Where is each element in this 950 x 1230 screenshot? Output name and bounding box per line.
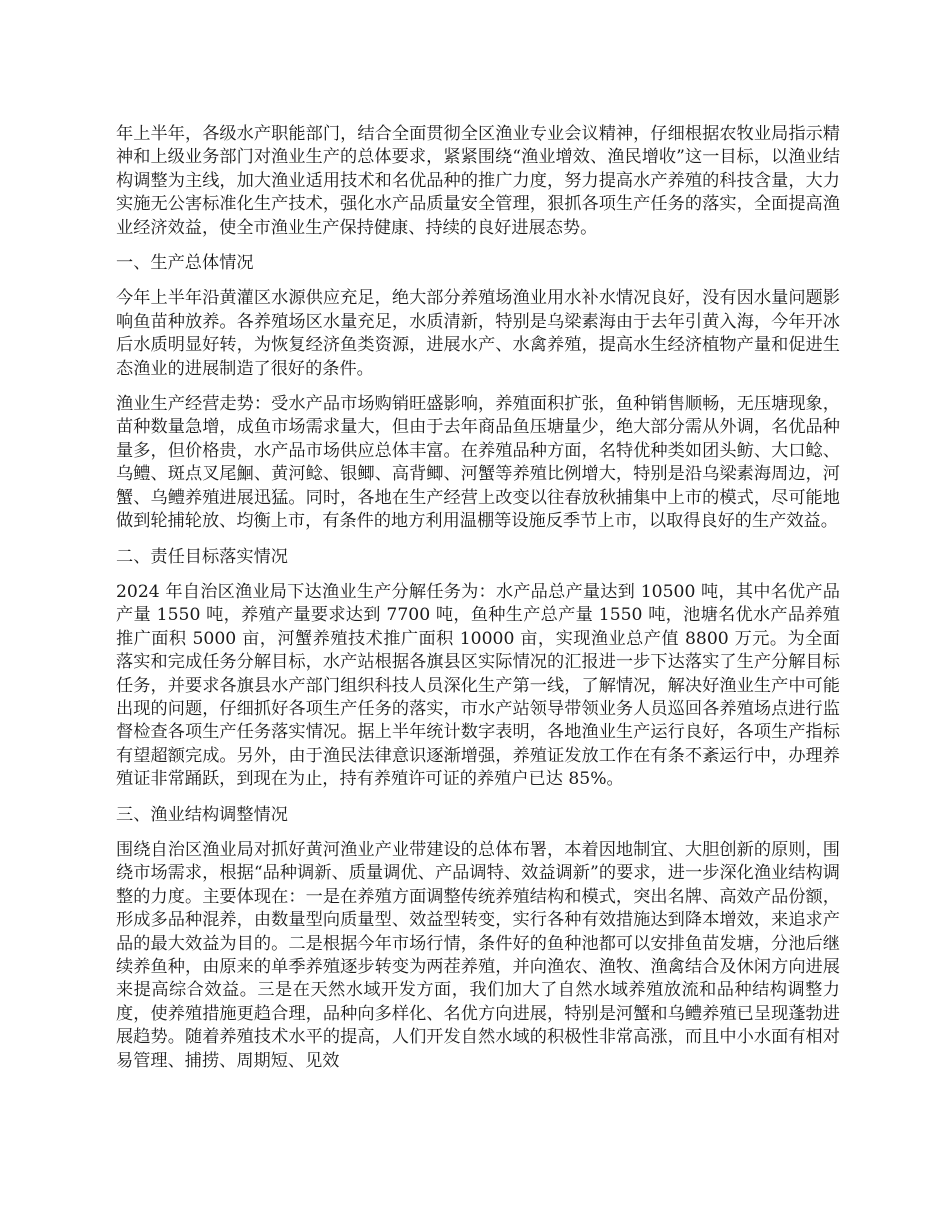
section1-paragraph-market-trend: 渔业生产经营走势：受水产品市场购销旺盛影响，养殖面积扩张，鱼种销售顺畅，无压塘现象，苗种数量急增，成鱼市场需求量大，但由于去年商品鱼压塘量少，绝大部分需从外调，名优品种量多，但价格贵，水产品市场供应总体丰富。在养殖品种方面，名特优种类如团头鲂、大口鲶、乌鳢、斑点叉尾鮰、黄河鲶、银鲫、高背鲫、河蟹等养殖比例增大，特别是沿乌梁素海周边，河蟹、乌鳢养殖进展迅猛。同时，各地在生产经营上改变以往春放秋捕集中上市的模式，尽可能地做到轮捕轮放、均衡上市，有条件的地方利用温棚等设施反季节上市，以取得良好的生产效益。 — [116, 394, 840, 532]
section-heading-production-overview: 一、生产总体情况 — [116, 253, 254, 274]
section2-paragraph-targets: 2024 年自治区渔业局下达渔业生产分解任务为：水产品总产量达到 10500 吨，其中名优产品产量 1550 吨，养殖产量要求达到 7700 吨，鱼种生产总产量 1550 吨，池塘名优水产品养殖推广面积 5000 亩，河蟹养殖技术推广面积 10000 亩，实现渔业总产值 8800 万元。为全面落实和完成任务分解目标，水产站根据各旗县区实际情况的汇报进一步下达落实了生产分解目标任务，并要求各旗县水产部门组织科技人员深化生产第一线，了解情况，解决好渔业生产中可能出现的问题，仔细抓好各项生产任务的落实，市水产站领导带领业务人员巡回各养殖场点进行监督检查各项生产任务落实情况。据上半年统计数字表明，各地渔业生产运行良好，各项生产指标有望超额完成。另外，由于渔民法律意识逐渐增强，养殖证发放工作在有条不紊运行中，办理养殖证非常踊跃，到现在为止，持有养殖许可证的养殖户已达 85%。 — [116, 581, 840, 790]
document-page — [116, 123, 840, 1085]
section-heading-responsibility-targets: 二、责任目标落实情况 — [116, 546, 288, 567]
section1-paragraph-water-supply: 今年上半年沿黄灌区水源供应充足，绝大部分养殖场渔业用水补水情况良好，没有因水量问题影响鱼苗种放养。各养殖场区水量充足，水质清新，特别是乌梁素海由于去年引黄入海，今年开冰后水质明显好转，为恢复经济鱼类资源，进展水产、水禽养殖，提高水生经济植物产量和促进生态渔业的进展制造了很好的条件。 — [116, 288, 840, 379]
section-heading-structure-adjustment: 三、渔业结构调整情况 — [116, 804, 288, 825]
intro-paragraph: 年上半年，各级水产职能部门，结合全面贯彻全区渔业专业会议精神，仔细根据农牧业局指示精神和上级业务部门对渔业生产的总体要求，紧紧围绕“渔业增效、渔民增收”这一目标，以渔业结构调整为主线，加大渔业适用技术和名优品种的推广力度，努力提高水产养殖的科技含量，大力实施无公害标准化生产技术，强化水产品质量安全管理，狠抓各项生产任务的落实，全面提高渔业经济效益，使全市渔业生产保持健康、持续的良好进展态势。 — [116, 124, 840, 238]
section3-paragraph-adjustment: 围绕自治区渔业局对抓好黄河渔业产业带建设的总体布署，本着因地制宜、大胆创新的原则，围绕市场需求，根据“品种调新、质量调优、产品调特、效益调新”的要求，进一步深化渔业结构调整的力度。主要体现在：一是在养殖方面调整传统养殖结构和模式，突出名牌、高效产品份额，形成多品种混养，由数量型向质量型、效益型转变，实行各种有效措施达到降本增效，来追求产品的最大效益为目的。二是根据今年市场行情，条件好的鱼种池都可以安排鱼苗发塘，分池后继续养鱼种，由原来的单季养殖逐步转变为两茬养殖，并向渔农、渔牧、渔禽结合及休闲方向进展来提高综合效益。三是在天然水域开发方面，我们加大了自然水域养殖放流和品种结构调整力度，使养殖措施更趋合理，品种向多样化、名优方向进展，特别是河蟹和乌鳢养殖已呈现蓬勃进展趋势。随着养殖技术水平的提高，人们开发自然水域的积极性非常高涨，而且中小水面有相对易管理、捕捞、周期短、见效 — [116, 839, 840, 1071]
